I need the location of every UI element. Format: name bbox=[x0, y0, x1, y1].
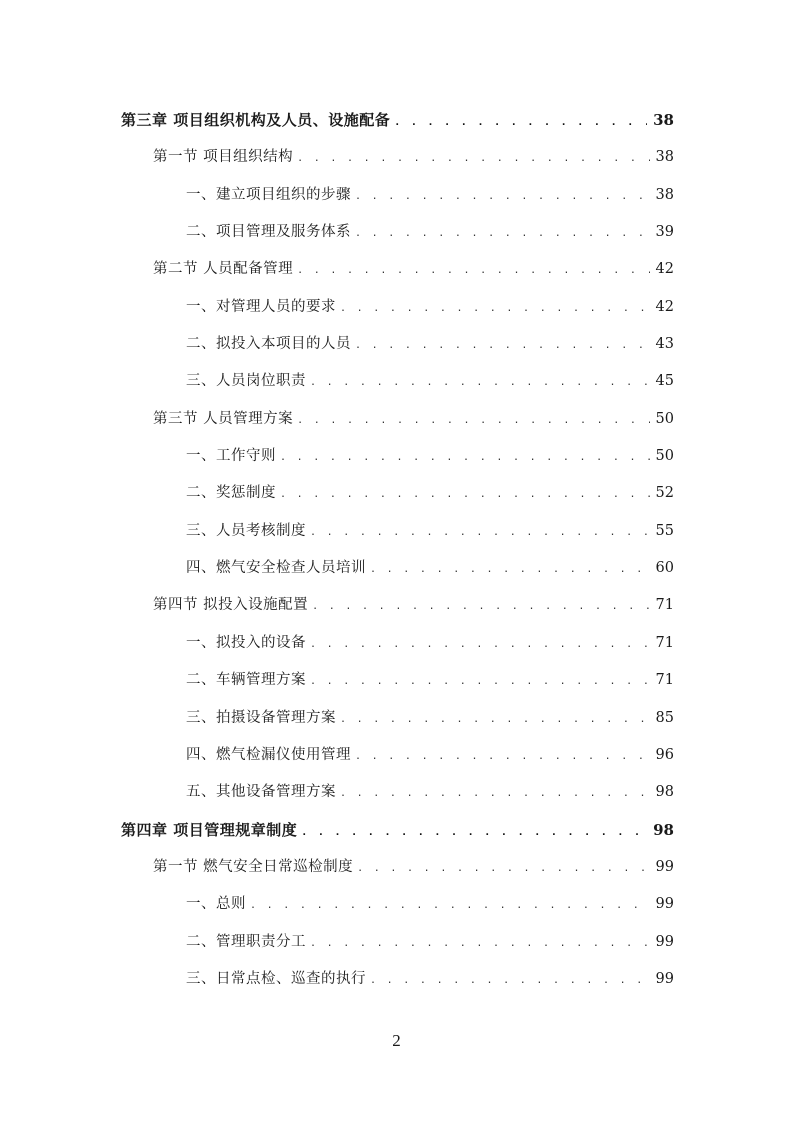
toc-dot-leader bbox=[310, 364, 650, 401]
toc-subsection-entry[interactable] bbox=[0, 774, 793, 811]
toc-subsection-entry[interactable] bbox=[0, 214, 793, 251]
toc-chapter-entry[interactable] bbox=[0, 102, 793, 139]
toc-dot-leader bbox=[357, 850, 649, 887]
toc-dot-leader bbox=[355, 178, 650, 215]
toc-section-entry[interactable] bbox=[0, 251, 793, 288]
toc-entry-page-number: 99 bbox=[655, 933, 674, 950]
toc-subsection-entry[interactable] bbox=[0, 289, 793, 326]
toc-subsection-entry[interactable] bbox=[0, 326, 793, 363]
toc-entry-title: 第三章 项目组织机构及人员、设施配备 bbox=[121, 111, 391, 129]
page-number: 2 bbox=[392, 1031, 401, 1050]
toc-subsection-entry[interactable] bbox=[0, 924, 793, 961]
toc-subsection-entry[interactable] bbox=[0, 961, 793, 998]
toc-dot-leader bbox=[301, 814, 647, 851]
toc-dot-leader bbox=[394, 104, 647, 141]
toc-entry-page-number: 42 bbox=[655, 298, 674, 315]
toc-entry-page-number: 38 bbox=[655, 149, 674, 166]
toc-section-entry[interactable] bbox=[0, 401, 793, 438]
toc-entry-page-number: 96 bbox=[655, 746, 674, 763]
toc-dot-leader bbox=[370, 962, 650, 999]
toc-entry-title: 第二节 人员配备管理 bbox=[153, 261, 294, 278]
toc-entry-page-number: 99 bbox=[655, 896, 674, 913]
toc-entry-title: 一、总则 bbox=[186, 896, 246, 913]
toc-subsection-entry[interactable] bbox=[0, 662, 793, 699]
toc-subsection-entry[interactable] bbox=[0, 363, 793, 400]
toc-dot-leader bbox=[280, 439, 650, 476]
toc-entry-title: 四、燃气检漏仪使用管理 bbox=[186, 746, 351, 763]
toc-entry-page-number: 45 bbox=[655, 373, 674, 390]
toc-dot-leader bbox=[280, 476, 650, 513]
toc-section-entry[interactable] bbox=[0, 849, 793, 886]
toc-entry-page-number: 99 bbox=[655, 858, 674, 875]
toc-section-entry[interactable] bbox=[0, 139, 793, 176]
toc-entry-page-number: 85 bbox=[655, 709, 674, 726]
toc-entry-title: 五、其他设备管理方案 bbox=[186, 784, 336, 801]
toc-entry-page-number: 50 bbox=[655, 448, 674, 465]
toc-subsection-entry[interactable] bbox=[0, 438, 793, 475]
toc-entry-page-number: 98 bbox=[653, 820, 674, 839]
toc-dot-leader bbox=[297, 140, 649, 177]
toc-entry-page-number: 50 bbox=[655, 410, 674, 427]
toc-dot-leader bbox=[355, 327, 650, 364]
toc-entry-title: 一、对管理人员的要求 bbox=[186, 298, 336, 315]
toc-entry-title: 三、人员岗位职责 bbox=[186, 373, 306, 390]
toc-entry-page-number: 71 bbox=[655, 634, 674, 651]
toc-entry-title: 三、日常点检、巡查的执行 bbox=[186, 970, 366, 987]
toc-entry-title: 一、拟投入的设备 bbox=[186, 634, 306, 651]
toc-entry-title: 第一节 项目组织结构 bbox=[153, 149, 294, 166]
toc-entry-title: 第三节 人员管理方案 bbox=[153, 410, 294, 427]
toc-entry-page-number: 42 bbox=[655, 261, 674, 278]
toc-subsection-entry[interactable] bbox=[0, 700, 793, 737]
toc-entry-page-number: 99 bbox=[655, 970, 674, 987]
toc-dot-leader bbox=[310, 626, 650, 663]
toc-dot-leader bbox=[310, 663, 650, 700]
toc-entry-page-number: 52 bbox=[655, 485, 674, 502]
toc-entry-page-number: 38 bbox=[653, 111, 674, 129]
table-of-contents bbox=[0, 102, 793, 998]
toc-subsection-entry[interactable] bbox=[0, 177, 793, 214]
toc-section-entry[interactable] bbox=[0, 587, 793, 624]
toc-entry-title: 三、人员考核制度 bbox=[186, 522, 306, 539]
toc-dot-leader bbox=[355, 738, 650, 775]
toc-dot-leader bbox=[310, 514, 650, 551]
toc-subsection-entry[interactable] bbox=[0, 737, 793, 774]
toc-entry-title: 三、拍摄设备管理方案 bbox=[186, 709, 336, 726]
toc-entry-title: 一、工作守则 bbox=[186, 448, 276, 465]
toc-subsection-entry[interactable] bbox=[0, 625, 793, 662]
toc-dot-leader bbox=[340, 701, 650, 738]
toc-entry-title: 二、拟投入本项目的人员 bbox=[186, 336, 351, 353]
toc-dot-leader bbox=[310, 925, 650, 962]
toc-subsection-entry[interactable] bbox=[0, 550, 793, 587]
toc-dot-leader bbox=[340, 290, 650, 327]
toc-entry-page-number: 55 bbox=[655, 522, 674, 539]
toc-entry-title: 四、燃气安全检查人员培训 bbox=[186, 560, 366, 577]
toc-entry-page-number: 38 bbox=[655, 186, 674, 203]
toc-dot-leader bbox=[340, 775, 650, 812]
toc-subsection-entry[interactable] bbox=[0, 513, 793, 550]
toc-entry-page-number: 43 bbox=[655, 336, 674, 353]
toc-dot-leader bbox=[355, 215, 650, 252]
toc-entry-title: 第一节 燃气安全日常巡检制度 bbox=[153, 858, 354, 875]
toc-entry-title: 第四章 项目管理规章制度 bbox=[121, 820, 298, 839]
toc-entry-page-number: 71 bbox=[655, 597, 674, 614]
toc-dot-leader bbox=[297, 402, 649, 439]
toc-entry-title: 第四节 拟投入设施配置 bbox=[153, 597, 309, 614]
toc-dot-leader bbox=[250, 887, 650, 924]
toc-dot-leader bbox=[312, 588, 649, 625]
toc-entry-title: 二、车辆管理方案 bbox=[186, 672, 306, 689]
toc-chapter-entry[interactable] bbox=[0, 812, 793, 849]
toc-entry-page-number: 71 bbox=[655, 672, 674, 689]
toc-entry-page-number: 39 bbox=[655, 224, 674, 241]
toc-entry-page-number: 98 bbox=[655, 784, 674, 801]
toc-subsection-entry[interactable] bbox=[0, 475, 793, 512]
toc-subsection-entry[interactable] bbox=[0, 886, 793, 923]
toc-dot-leader bbox=[297, 252, 649, 289]
toc-entry-title: 二、奖惩制度 bbox=[186, 485, 276, 502]
toc-entry-page-number: 60 bbox=[655, 560, 674, 577]
toc-entry-title: 二、管理职责分工 bbox=[186, 933, 306, 950]
toc-dot-leader bbox=[370, 551, 650, 588]
toc-entry-title: 二、项目管理及服务体系 bbox=[186, 224, 351, 241]
toc-entry-title: 一、建立项目组织的步骤 bbox=[186, 186, 351, 203]
